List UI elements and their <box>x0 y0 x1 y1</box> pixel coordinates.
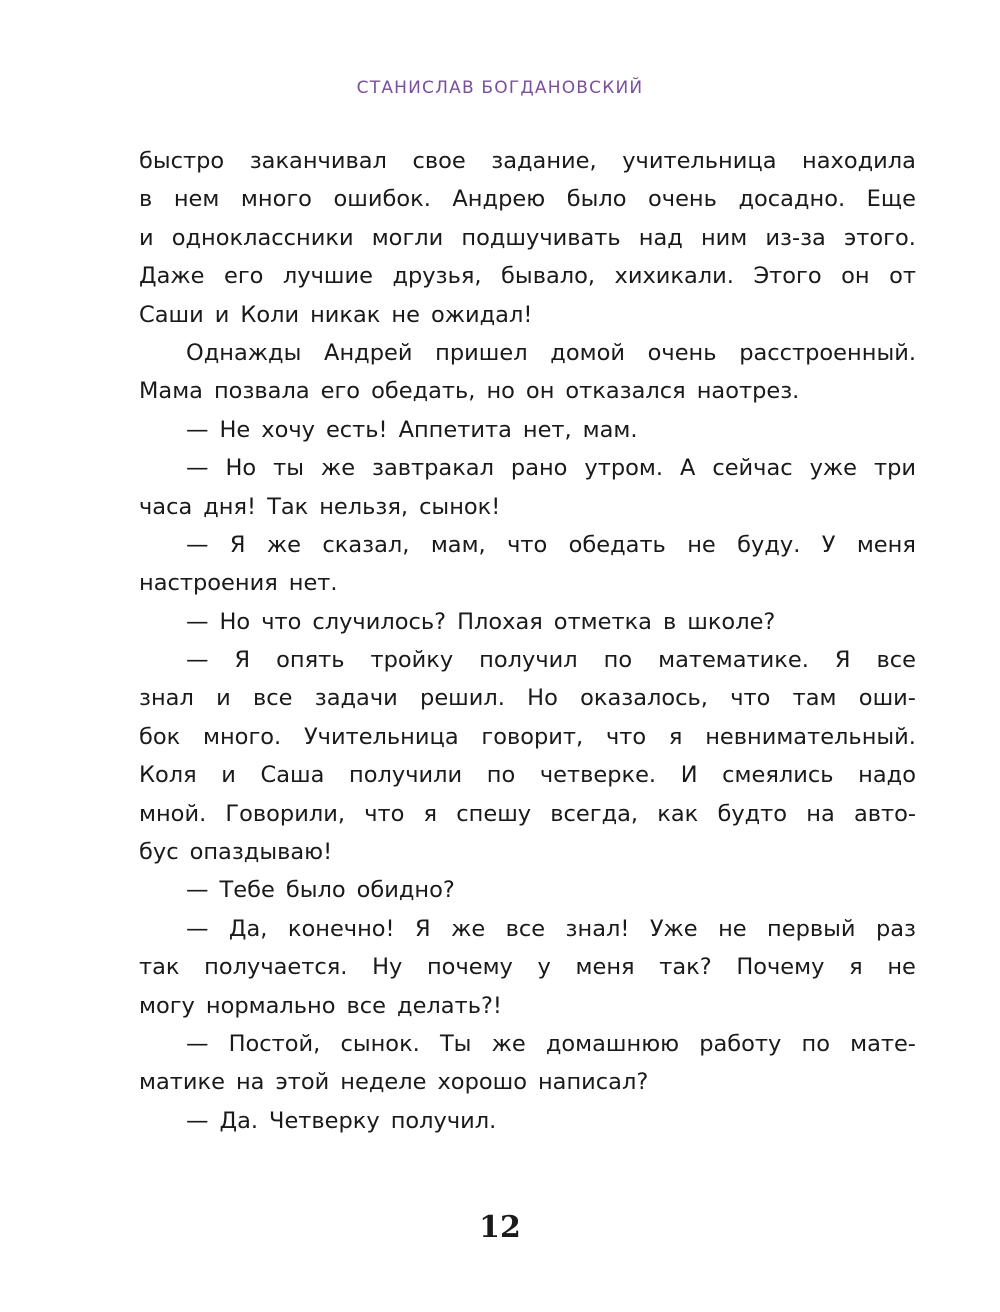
word: уже <box>809 455 858 482</box>
word: было <box>285 877 346 904</box>
text-line <box>139 718 916 756</box>
word: Саши <box>139 301 204 328</box>
word: будто <box>717 800 788 827</box>
word: хочу <box>261 416 315 443</box>
word: Ну <box>372 954 403 981</box>
word: одноклассники <box>171 224 354 251</box>
word: там <box>792 685 837 712</box>
word: Почему <box>736 954 825 981</box>
text-line <box>139 257 916 295</box>
word: нет. <box>288 570 338 597</box>
text-line <box>139 871 916 909</box>
text-line <box>139 180 916 218</box>
word: тройку <box>370 647 454 674</box>
word: всегда, <box>550 800 639 827</box>
word: свое <box>412 148 466 174</box>
word: конечно! <box>287 915 395 942</box>
text-line <box>139 334 916 372</box>
word: Плохая <box>457 608 543 635</box>
word: по <box>603 647 633 674</box>
word: Ты <box>439 1030 472 1057</box>
word: мам. <box>582 416 638 443</box>
text-line <box>139 526 916 564</box>
word: — <box>186 455 209 482</box>
word: нормально <box>205 992 336 1019</box>
word: бывало, <box>501 263 596 290</box>
word: не <box>391 301 420 328</box>
word: — <box>186 531 209 558</box>
word: — <box>186 1107 209 1134</box>
word: на <box>235 1069 265 1096</box>
text-line <box>139 603 916 641</box>
text-line <box>139 219 916 257</box>
word: буду. <box>737 531 801 558</box>
text-line <box>139 833 916 871</box>
word: — <box>186 647 209 674</box>
word: же <box>320 455 356 482</box>
text-line <box>139 679 916 717</box>
text-line <box>139 142 916 180</box>
word: домой <box>550 339 625 366</box>
word: все <box>505 915 546 942</box>
word: Однажды <box>186 339 302 366</box>
word: же <box>266 531 302 558</box>
word: досадно. <box>738 186 846 213</box>
word: делать?! <box>397 992 502 1019</box>
word: написал? <box>537 1069 649 1096</box>
word: его <box>223 263 264 290</box>
word: опять <box>276 647 345 674</box>
text-line <box>139 1102 916 1140</box>
word: так <box>139 954 180 981</box>
word: Говорили, <box>225 800 345 827</box>
word: быстро <box>139 148 225 174</box>
word: отметка <box>553 608 652 635</box>
word: раз <box>875 915 916 942</box>
word: от <box>889 263 916 290</box>
word: случилось? <box>312 608 447 635</box>
word: мной. <box>139 800 207 827</box>
word: лучшие <box>282 263 373 290</box>
word: сынок. <box>340 1030 420 1057</box>
word: много. <box>203 723 282 750</box>
word: ты <box>273 455 304 482</box>
word: по <box>486 762 516 789</box>
word: — <box>186 608 209 635</box>
word: неделе <box>340 1069 427 1096</box>
word: Мама <box>139 378 203 405</box>
word: смеялись <box>722 762 834 789</box>
word: завтракал <box>372 455 494 482</box>
word: Постой, <box>228 1030 321 1057</box>
word: работу <box>699 1030 782 1057</box>
word: хорошо <box>437 1069 527 1096</box>
word: мам, <box>430 531 486 558</box>
page-number: 12 <box>479 1210 521 1245</box>
word: Андрей <box>324 339 413 366</box>
word: сказал, <box>322 531 410 558</box>
word: спешу <box>456 800 532 827</box>
word: что <box>730 685 771 712</box>
word: бус <box>139 839 179 866</box>
word: и <box>214 301 230 328</box>
word: обедать <box>568 531 666 558</box>
word: И <box>680 762 698 789</box>
word: получил <box>479 647 578 674</box>
word: получили <box>349 762 463 789</box>
word: учительница <box>622 148 777 174</box>
word: из-за <box>765 224 826 251</box>
word: очень <box>648 186 717 213</box>
word: математике. <box>658 647 809 674</box>
word: обедать, <box>371 378 476 405</box>
word: могли <box>371 224 444 251</box>
word: он <box>525 378 555 405</box>
word: не <box>887 954 916 981</box>
word: отказался <box>565 378 686 405</box>
word: первый <box>767 915 856 942</box>
word: задание, <box>491 148 597 174</box>
text-line <box>139 411 916 449</box>
word: Саша <box>260 762 325 789</box>
word: Но <box>219 608 251 635</box>
word: А <box>679 455 696 482</box>
word: Не <box>219 416 251 443</box>
word: что <box>261 608 302 635</box>
word: часа <box>139 493 193 520</box>
word: задачи <box>314 685 398 712</box>
word: я <box>849 954 863 981</box>
word: рано <box>510 455 568 482</box>
word: домашнюю <box>545 1030 680 1057</box>
word: расстроенный. <box>739 339 916 366</box>
word: что <box>605 723 647 750</box>
text-line <box>139 372 916 410</box>
word: Коля <box>139 762 197 789</box>
word: — <box>186 915 209 942</box>
word: Да, <box>228 915 268 942</box>
word: я <box>668 723 683 750</box>
word: по <box>801 1030 830 1057</box>
word: Я <box>834 647 851 674</box>
word: — <box>186 1030 209 1057</box>
text-line <box>139 948 916 986</box>
word: бок <box>139 723 181 750</box>
word: он <box>841 263 870 290</box>
word: же <box>451 915 486 942</box>
word: что <box>507 531 548 558</box>
word: очень <box>647 339 717 366</box>
word: есть! <box>325 416 388 443</box>
word: получил. <box>390 1107 497 1134</box>
text-line <box>139 641 916 679</box>
word: дня! <box>203 493 257 520</box>
word: Так <box>267 493 309 520</box>
word: не <box>718 915 747 942</box>
word: над <box>638 224 683 251</box>
text-line <box>139 910 916 948</box>
word: этого. <box>843 224 916 251</box>
word: в <box>139 186 153 213</box>
word: как <box>657 800 699 827</box>
word: школе? <box>687 608 776 635</box>
word: подшучивать <box>461 224 621 251</box>
word: Но <box>527 685 558 712</box>
text-line <box>139 296 916 334</box>
word: но <box>486 378 515 405</box>
word: нельзя, <box>319 493 409 520</box>
word: ошибок. <box>333 186 431 213</box>
word: на <box>806 800 835 827</box>
word: нет, <box>522 416 572 443</box>
word: невнимательный. <box>705 723 916 750</box>
word: все <box>253 685 293 712</box>
word: хихикали. <box>614 263 734 290</box>
word: могу <box>139 992 195 1019</box>
word: обидно? <box>356 877 455 904</box>
word: утром. <box>584 455 664 482</box>
word: оказалось, <box>580 685 708 712</box>
word: — <box>186 877 209 904</box>
word: Аппетита <box>398 416 512 443</box>
word: оши- <box>858 685 916 712</box>
word: никак <box>310 301 381 328</box>
word: Да. <box>219 1107 259 1134</box>
word: Уже <box>649 915 698 942</box>
word: три <box>873 455 916 482</box>
word: настроения <box>139 570 278 597</box>
text-line <box>139 1025 916 1063</box>
word: Тебе <box>219 877 275 904</box>
word: У <box>821 531 836 558</box>
word: — <box>186 416 209 443</box>
word: четверке. <box>539 762 657 789</box>
word: Даже <box>139 263 205 290</box>
word: Я <box>415 915 431 942</box>
word: надо <box>858 762 916 789</box>
word: у <box>537 954 551 981</box>
text-line <box>139 449 916 487</box>
word: авто- <box>853 800 916 827</box>
word: же <box>491 1030 526 1057</box>
word: сейчас <box>712 455 793 482</box>
body-text <box>139 142 916 1140</box>
word: опаздываю! <box>189 839 333 866</box>
word: знал! <box>565 915 630 942</box>
word: мате- <box>850 1030 916 1057</box>
word: Я <box>229 531 246 558</box>
word: знал <box>139 685 194 712</box>
word: Еще <box>866 186 916 213</box>
word: Я <box>234 647 251 674</box>
word: все <box>346 992 387 1019</box>
word: Но <box>225 455 257 482</box>
word: что <box>364 800 405 827</box>
word: пришел <box>435 339 528 366</box>
word: ожидал! <box>430 301 533 328</box>
word: Андрею <box>452 186 546 213</box>
word: позвала <box>213 378 310 405</box>
word: Коли <box>240 301 300 328</box>
text-line <box>139 1063 916 1101</box>
word: нем <box>173 186 220 213</box>
word: почему <box>426 954 513 981</box>
word: все <box>876 647 916 674</box>
word: находила <box>802 148 916 174</box>
word: наотрез. <box>696 378 800 405</box>
word: друзья, <box>392 263 482 290</box>
word: Этого <box>753 263 822 290</box>
word: сынок! <box>419 493 501 520</box>
word: так? <box>659 954 712 981</box>
word: заканчивал <box>249 148 387 174</box>
word: получается. <box>204 954 348 981</box>
text-line <box>139 795 916 833</box>
word: и <box>139 224 154 251</box>
word: много <box>240 186 312 213</box>
word: его <box>320 378 361 405</box>
word: меня <box>856 531 916 558</box>
word: не <box>687 531 716 558</box>
word: этой <box>275 1069 330 1096</box>
text-line <box>139 564 916 602</box>
word: решил. <box>420 685 505 712</box>
text-line <box>139 987 916 1025</box>
word: и <box>216 685 231 712</box>
word: ним <box>700 224 748 251</box>
word: матике <box>139 1069 225 1096</box>
word: и <box>221 762 236 789</box>
word: было <box>566 186 627 213</box>
text-line <box>139 756 916 794</box>
word: в <box>662 608 677 635</box>
word: меня <box>575 954 635 981</box>
word: я <box>423 800 438 827</box>
text-line <box>139 488 916 526</box>
word: Учительница <box>303 723 459 750</box>
word: говорит, <box>481 723 584 750</box>
word: Четверку <box>269 1107 380 1134</box>
running-head-author: СТАНИСЛАВ БОГДАНОВСКИЙ <box>356 78 644 98</box>
